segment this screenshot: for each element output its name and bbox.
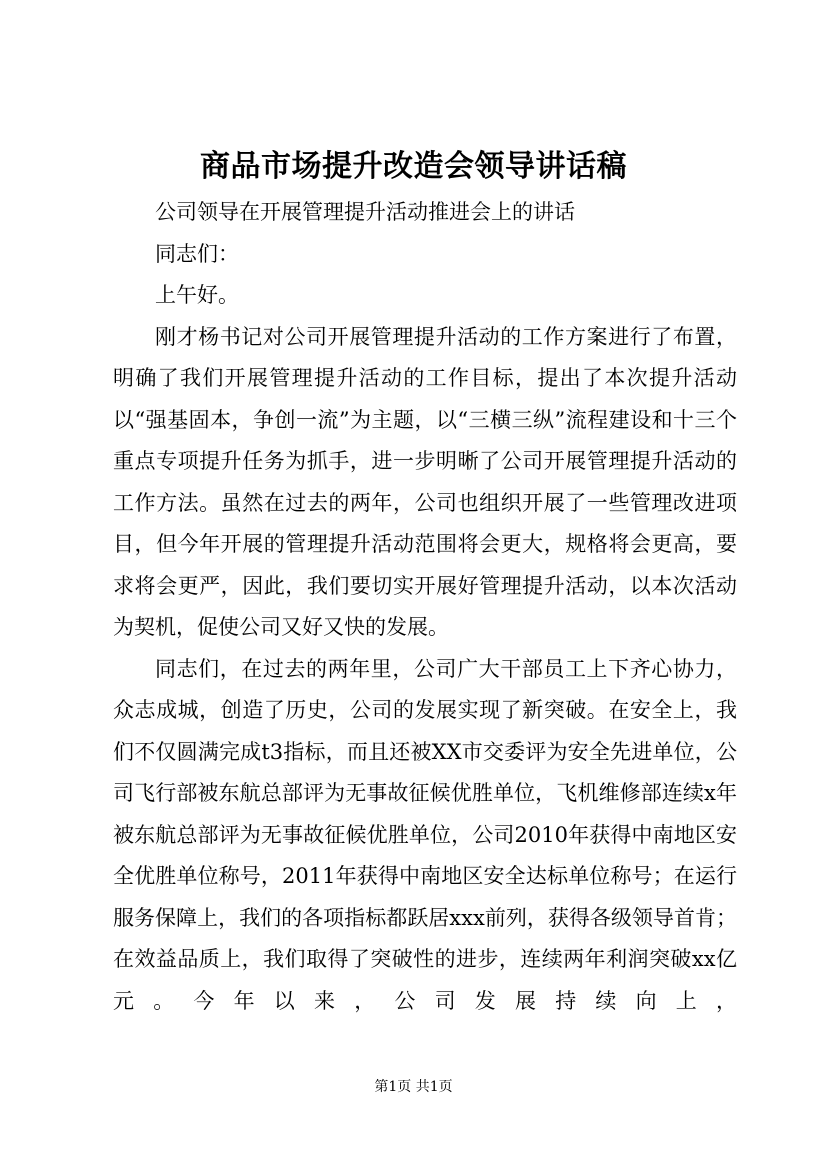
document-title: 商品市场提升改造会领导讲话稿 — [200, 149, 627, 184]
body-paragraph-1: 刚才杨书记对公司开展管理提升活动的工作方案进行了布置，明确了我们开展管理提升活动的工作目标，提出了本次提升活动以“强基固本，争创一流”为主题，以“三横三纵”流程建设和十三个重点专项提升任务为抓手，进一步明晰了公司开展管理提升活动的工作方法。虽然在过去的两年，公司也组织开展了一些管理改进项目，但今年开展的管理提升活动范围将会更大，规格将会更高，要求将会更严，因此，我们要切实开展好管理提升活动，以本次活动为契机，促使公司又好又快的发展。 — [113, 324, 737, 639]
page-number: 第1页 共1页 — [374, 1079, 453, 1095]
salutation-paragraph: 同志们： — [155, 241, 239, 266]
greeting-paragraph: 上午好。 — [155, 283, 239, 307]
document-body — [113, 192, 737, 1022]
body-paragraph-2: 同志们，在过去的两年里，公司广大干部员工上下齐心协力，众志成城，创造了历史，公司的发展实现了新突破。在安全上，我们不仅圆满完成t3指标，而且还被XX市交委评为安全先进单位，公司飞行部被东航总部评为无事故征候优胜单位，飞机维修部连续x年被东航总部评为无事故征候优胜单位，公司2010年获得中南地区安全优胜单位称号，2011年获得中南地区安全达标单位称号；在运行服务保障上，我们的各项指标都跃居xxx前列，获得各级领导首肯；在效益品质上，我们取得了突破性的进步，连续两年利润突破xx亿元。今年以来，公司发展持续向上， — [113, 656, 737, 1013]
subtitle-paragraph: 公司领导在开展管理提升活动推进会上的讲话 — [155, 200, 575, 224]
